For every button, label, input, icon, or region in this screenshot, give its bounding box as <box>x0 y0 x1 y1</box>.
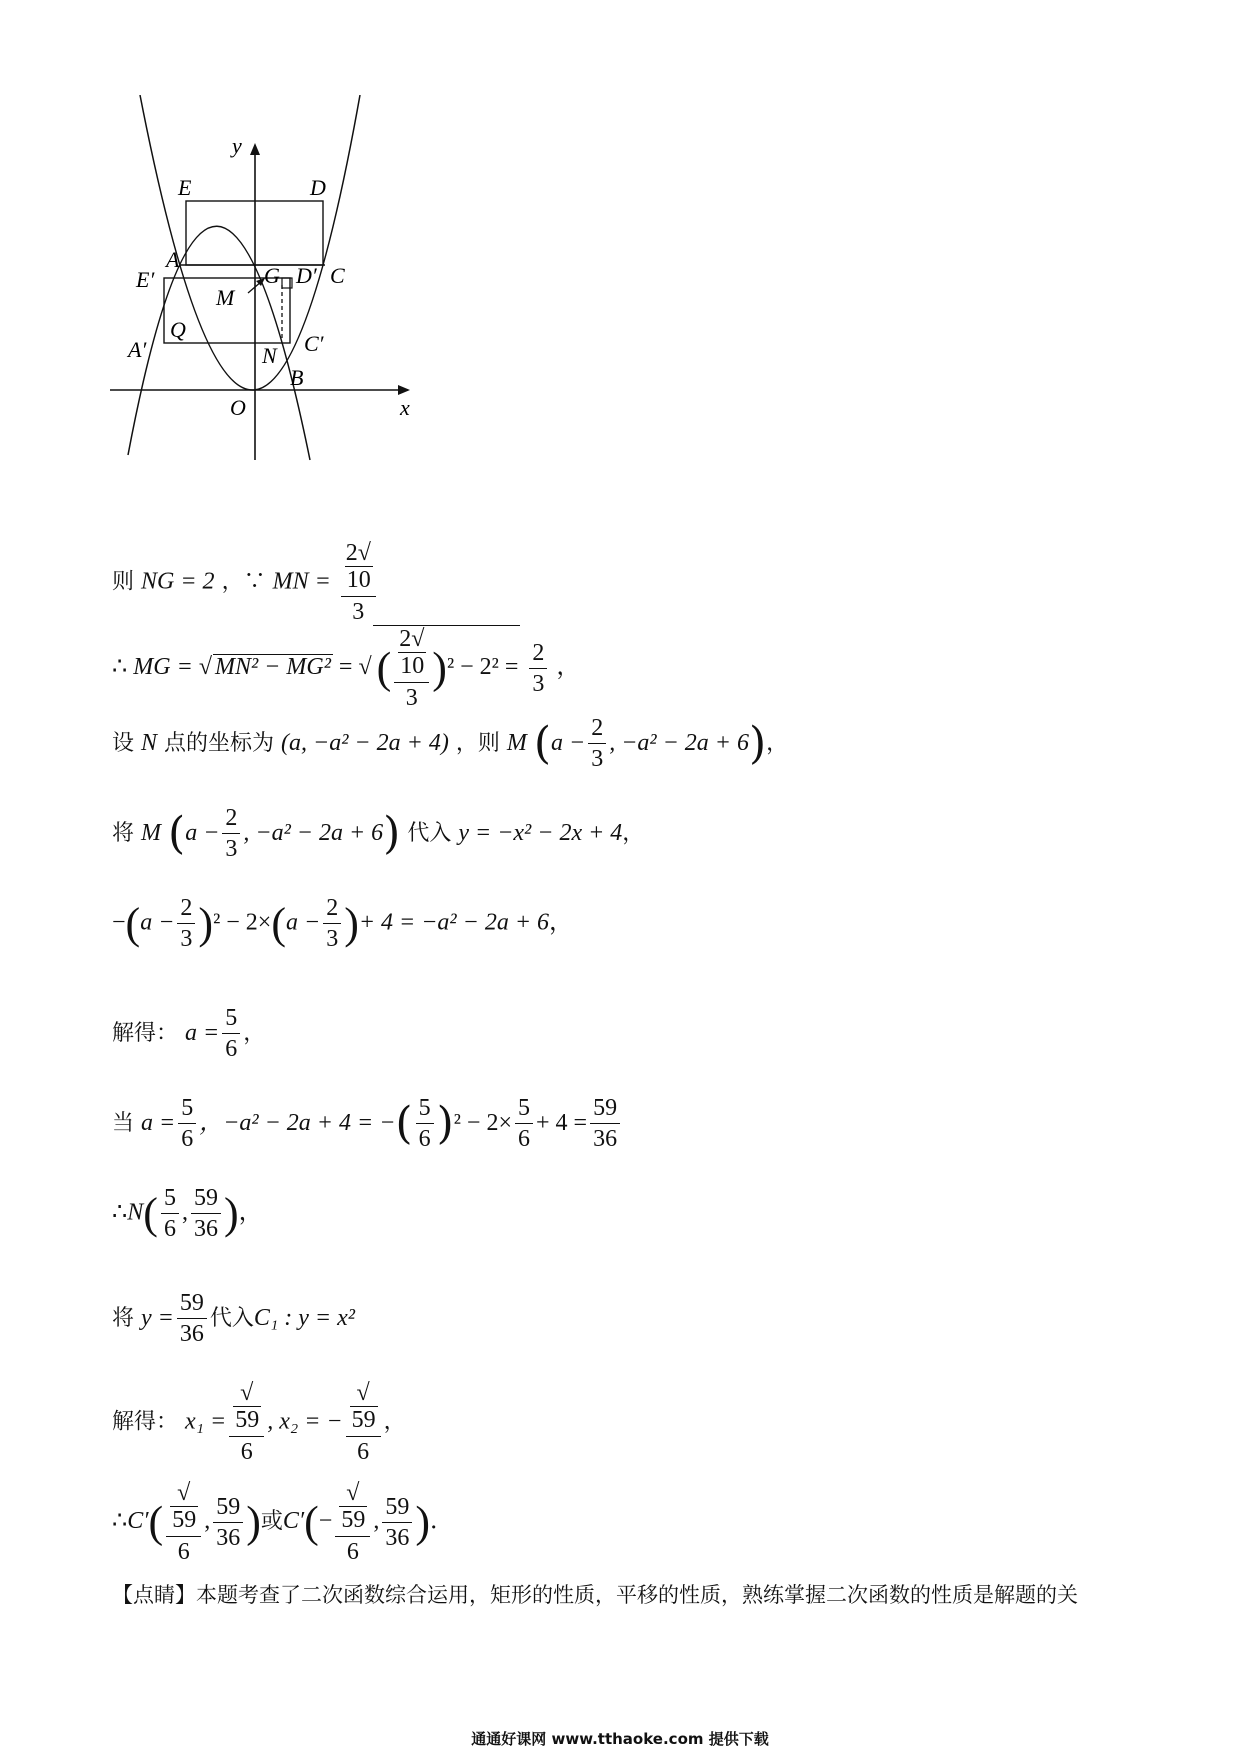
line-mg: ∴ MG = √ MN² − MG² = √ ( 2√ 10 3 )² − 2² = $\frac{2}{3}$ ， <box>112 626 581 711</box>
page-footer: 通通好课网 www.tthaoke.com 提供下载 <box>471 1730 769 1748</box>
eq-c1: C₁ : y = x² <box>253 1304 355 1331</box>
line-solve-a: 解得： a = $\frac{5}{6}$ ， <box>112 1005 266 1063</box>
line-equation: −(a − $\frac{2}{3}$ )² − 2×(a − $\frac{2}{3}$ )+ 4 = −a² − 2a + 6， <box>112 895 574 953</box>
because-symbol: ，∵ <box>221 569 266 595</box>
line-substitute-y: 将 y = $\frac{59}{36}$ 代入C₁ : y = x² <box>112 1290 355 1348</box>
line-n-point: ∴N( $\frac{5}{6}$ , $\frac{59}{36}$ )， <box>112 1185 263 1243</box>
label-m: M <box>216 285 235 310</box>
label-ap: A′ <box>128 337 147 362</box>
text-ze: 则 <box>112 569 135 595</box>
frac-2sqrt10-over-3: 2√ 10 3 <box>341 540 376 625</box>
line-dianjing: 【点睛】本题考查了二次函数综合运用，矩形的性质，平移的性质，熟练掌握二次函数的性质是解题的关 <box>112 1583 1078 1607</box>
label-n: N <box>262 343 277 368</box>
line-c-prime: ∴C′( √ 59 6 , $\frac{59}{36}$ )或C′(− √ 59 6 , $\frac{59}{36}$ )． <box>112 1480 454 1565</box>
label-ep: E′ <box>136 267 155 292</box>
minus-2-squared: − 2² = <box>460 654 519 681</box>
label-e: E <box>178 175 192 200</box>
line-when-a: 当 a = $\frac{5}{6}$ ，−a² − 2a + 4 = −( $\frac{5}{6}$ )² − 2× $\frac{5}{6}$ + 4 = $\frac{59}{36}$ <box>112 1095 623 1153</box>
eq-c2: y = −x² − 2x + 4 <box>458 819 623 846</box>
eq-mg: MG = <box>133 654 193 681</box>
label-dp: D′ <box>296 263 317 288</box>
label-g: G <box>264 263 280 288</box>
label-o: O <box>230 395 246 420</box>
parabola-figure <box>110 95 470 515</box>
parabola-c1 <box>140 95 360 390</box>
eq-mn: MN = <box>272 568 331 595</box>
label-cp: C′ <box>304 331 324 356</box>
line-ng <box>112 540 379 625</box>
label-d: D <box>310 175 326 200</box>
line-solve-x: 解得： x₁ = √ 59 6 , x₂ = − √ 59 6 ， <box>112 1380 406 1465</box>
point-m: M <box>506 729 527 756</box>
label-b: B <box>290 365 304 390</box>
label-q: Q <box>170 317 186 342</box>
line-substitute-m: 将 M (a − $\frac{2}{3}$ , −a² − 2a + 6) 代入 y = −x² − 2x + 4， <box>112 805 645 863</box>
label-y: y <box>232 133 242 158</box>
label-a: A <box>166 247 180 272</box>
sqrt-inside: MN² − MG² <box>214 654 331 681</box>
therefore-symbol: ∴ <box>112 654 128 681</box>
line-set-n: 设 N 点的坐标为 (a, −a² − 2a + 4) ，则 M (a − $\frac{2}{3}$ , −a² − 2a + 6)， <box>112 715 789 773</box>
point-n: N <box>141 729 158 756</box>
label-c: C <box>330 263 345 288</box>
x-axis-arrow <box>398 385 410 395</box>
label-x: x <box>400 395 410 420</box>
y-axis-arrow <box>250 143 260 155</box>
eq-ng: NG = 2 <box>141 568 215 595</box>
coord-n: (a, −a² − 2a + 4) <box>281 729 449 756</box>
